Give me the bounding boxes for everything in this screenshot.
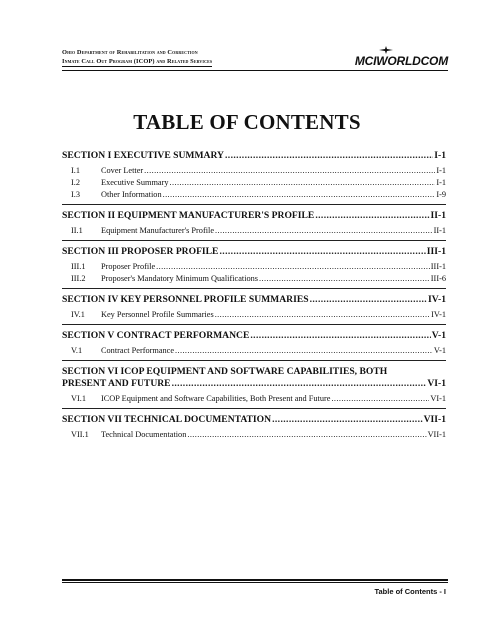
toc-item[interactable]: [62, 345, 446, 357]
page-header: [62, 48, 448, 70]
toc-item[interactable]: [62, 177, 446, 189]
section-title: PRESENT AND FUTURE: [62, 378, 171, 389]
section-title: SECTION VII TECHNICAL DOCUMENTATION: [62, 414, 272, 425]
item-number: VII.1: [71, 430, 89, 439]
logo-text: MCIWORLDCOM: [354, 54, 448, 68]
leader-dots: [172, 378, 427, 390]
item-page: VI-1: [430, 394, 446, 403]
section-title: SECTION I EXECUTIVE SUMMARY: [62, 150, 224, 161]
leader-dots: [156, 261, 430, 273]
leader-dots: [215, 225, 433, 237]
leader-dots: [225, 150, 433, 162]
section-page: I-1: [434, 150, 446, 161]
header-text: [62, 48, 212, 67]
toc-item[interactable]: [62, 225, 446, 237]
footer-rule-thin: [62, 582, 448, 583]
toc-item[interactable]: [62, 165, 446, 177]
toc-section-3: [62, 246, 446, 289]
section-page: IV-1: [428, 294, 446, 305]
footer-rule: [62, 579, 448, 581]
section-heading[interactable]: [62, 210, 446, 222]
toc-item[interactable]: [62, 393, 446, 405]
section-heading[interactable]: [62, 294, 446, 306]
section-page: II-1: [430, 210, 446, 221]
section-divider: [62, 204, 446, 205]
item-title: Other Information: [101, 190, 162, 199]
leader-dots: [310, 294, 427, 306]
section-page: VII-1: [423, 414, 446, 425]
item-title: Executive Summary: [101, 178, 169, 187]
leader-dots: [315, 210, 429, 222]
leader-dots: [170, 177, 436, 189]
item-number: VI.1: [71, 394, 86, 403]
item-title: Proposer's Mandatory Minimum Qualifications: [101, 274, 259, 283]
item-page: I-9: [436, 190, 446, 199]
item-title: Proposer Profile: [101, 262, 156, 271]
item-title: Equipment Manufacturer's Profile: [101, 226, 215, 235]
section-title-line-1[interactable]: SECTION VI ICOP EQUIPMENT AND SOFTWARE CAPABILITIES, BOTH: [62, 366, 388, 377]
item-page: III-1: [430, 262, 446, 271]
item-number: V.1: [71, 346, 83, 355]
section-page: VI-1: [427, 378, 446, 389]
item-title: Technical Documentation: [101, 430, 187, 439]
toc-item[interactable]: [62, 309, 446, 321]
item-title: Contract Performance: [101, 346, 175, 355]
leader-dots: [163, 189, 436, 201]
toc-section-4: [62, 294, 446, 325]
section-page: V-1: [431, 330, 446, 341]
section-heading[interactable]: [62, 414, 446, 426]
leader-dots: [250, 330, 430, 342]
section-divider: [62, 288, 446, 289]
leader-dots: [259, 273, 430, 285]
section-title: SECTION II EQUIPMENT MANUFACTURER'S PROFILE: [62, 210, 315, 221]
section-divider: [62, 408, 446, 409]
item-number: III.2: [71, 274, 86, 283]
item-page: I-1: [436, 178, 446, 187]
section-divider: [62, 324, 446, 325]
toc-item[interactable]: [62, 429, 446, 441]
table-of-contents: [62, 150, 446, 441]
item-page: II-1: [433, 226, 446, 235]
item-number: IV.1: [71, 310, 85, 319]
section-title: SECTION V CONTRACT PERFORMANCE: [62, 330, 250, 341]
section-page: III-1: [426, 246, 446, 257]
item-page: I-1: [436, 166, 446, 175]
toc-item[interactable]: [62, 261, 446, 273]
page-title: TABLE OF CONTENTS: [133, 110, 361, 134]
item-number: I.1: [71, 166, 80, 175]
leader-dots: [219, 246, 425, 258]
section-divider: [62, 360, 446, 361]
section-title: SECTION III PROPOSER PROFILE: [62, 246, 219, 257]
header-line-1: Ohio Department of Rehabilitation and Correction: [62, 49, 198, 56]
item-page: III-6: [430, 274, 446, 283]
toc-section-5: [62, 330, 446, 361]
leader-dots: [144, 165, 435, 177]
item-number: II.1: [71, 226, 83, 235]
section-heading[interactable]: [62, 378, 446, 390]
toc-section-7: [62, 414, 446, 441]
toc-section-6: [62, 366, 446, 409]
item-page: V-1: [433, 346, 446, 355]
item-number: III.1: [71, 262, 86, 271]
leader-dots: [272, 414, 423, 426]
item-title: Key Personnel Profile Summaries: [101, 310, 214, 319]
leader-dots: [215, 309, 430, 321]
toc-item[interactable]: [62, 273, 446, 285]
section-divider: [62, 240, 446, 241]
item-number: I.2: [71, 178, 80, 187]
item-number: I.3: [71, 190, 80, 199]
section-heading[interactable]: [62, 246, 446, 258]
item-page: IV-1: [431, 310, 446, 319]
company-logo: [353, 48, 448, 70]
leader-dots: [331, 393, 429, 405]
toc-item[interactable]: [62, 189, 446, 201]
toc-section-2: [62, 210, 446, 241]
page-footer: Table of Contents - I: [374, 587, 446, 596]
logo-star-icon: [379, 46, 393, 54]
toc-section-1: [62, 150, 446, 205]
header-rule: [62, 70, 448, 71]
section-heading[interactable]: [62, 330, 446, 342]
item-title: ICOP Equipment and Software Capabilities, Both Present and Future: [101, 394, 331, 403]
header-line-2: Inmate Call Out Program (ICOP) and Related Services: [62, 58, 213, 65]
section-heading[interactable]: [62, 150, 446, 162]
item-title: Cover Letter: [101, 166, 144, 175]
leader-dots: [187, 429, 426, 441]
item-page: VII-1: [427, 430, 446, 439]
section-title: SECTION IV KEY PERSONNEL PROFILE SUMMARIES: [62, 294, 309, 305]
leader-dots: [175, 345, 433, 357]
